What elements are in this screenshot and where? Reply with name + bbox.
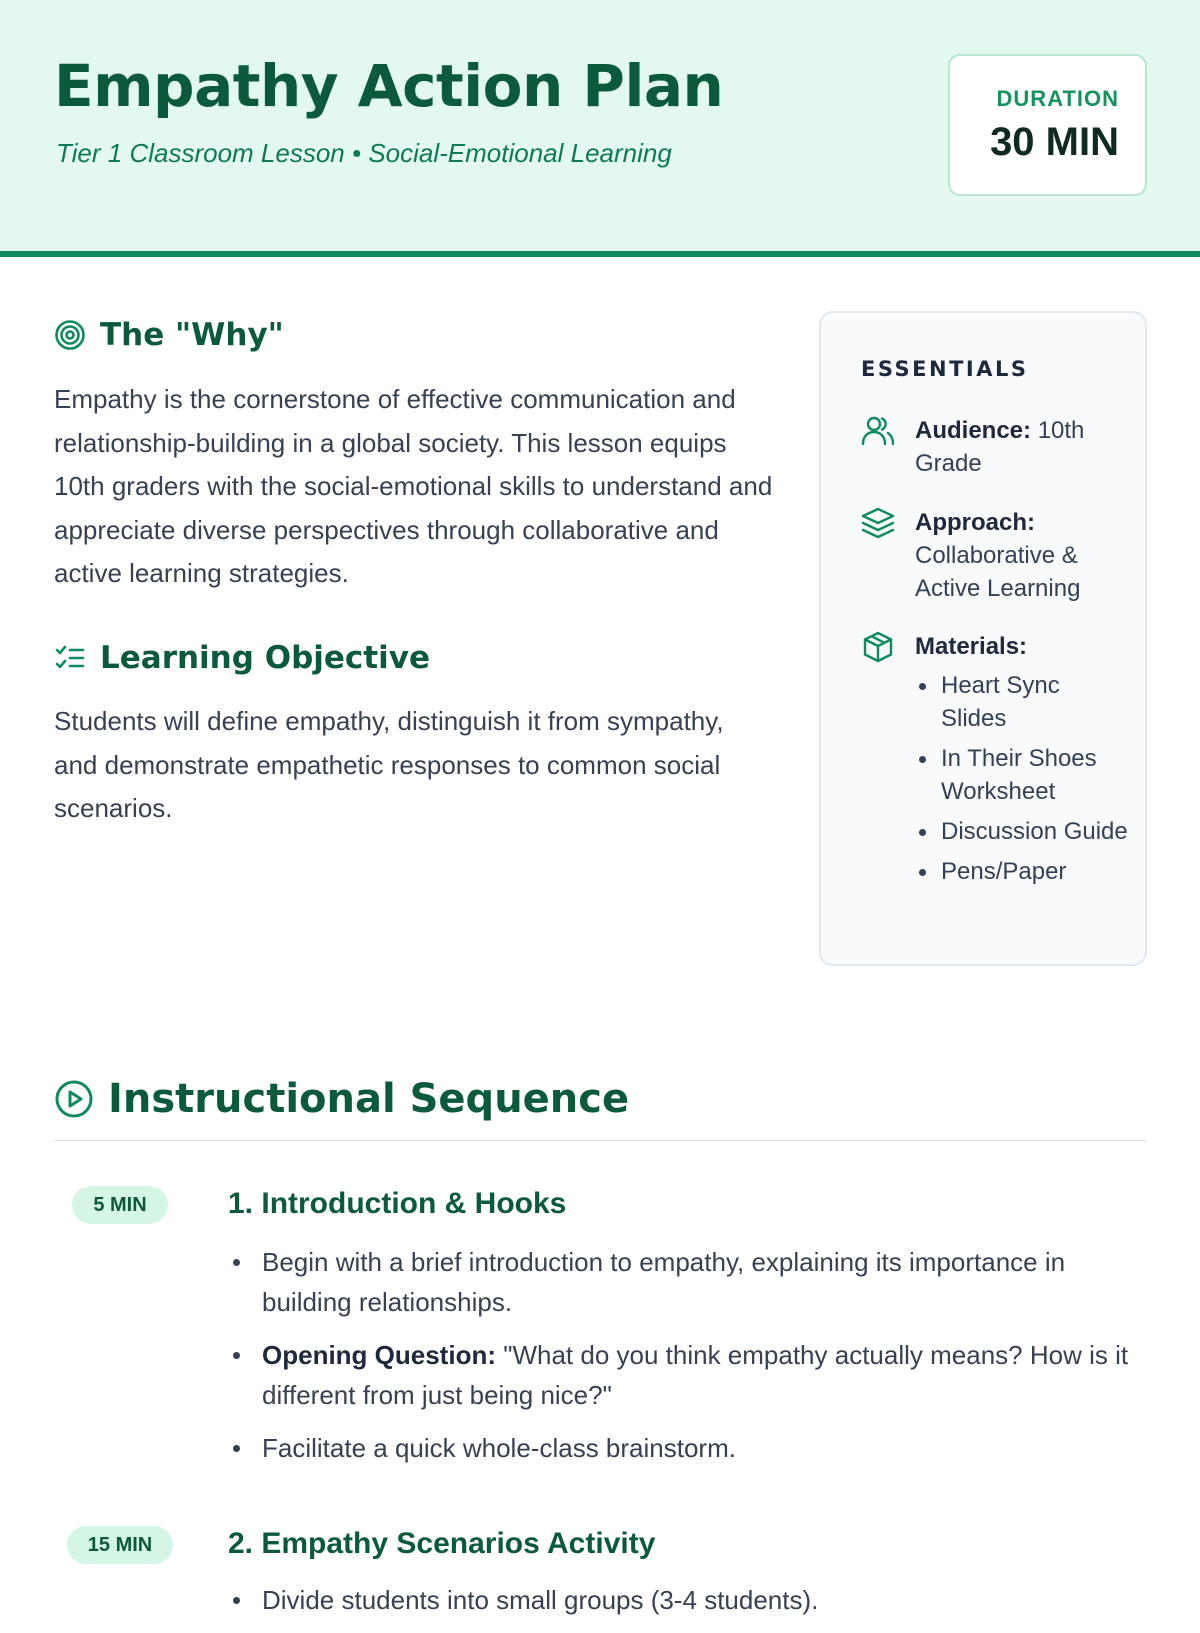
step-bullet-list: [228, 1580, 1148, 1633]
duration-badge: 5 MIN: [72, 1186, 168, 1224]
users-icon: [861, 414, 895, 448]
essentials-title: ESSENTIALS: [861, 357, 1029, 381]
sequence-heading: [54, 1076, 629, 1122]
list-item: Heart Sync Slides: [915, 669, 1131, 735]
list-item: In Their Shoes Worksheet: [915, 742, 1131, 808]
bullet-text: Divide students into small groups (3-4 students).: [262, 1585, 819, 1615]
objective-heading-label: Learning Objective: [100, 640, 430, 676]
materials-item: [861, 630, 1131, 895]
duration-badge: 15 MIN: [67, 1526, 173, 1564]
duration-value: 30 MIN: [990, 120, 1119, 164]
box-icon: [861, 630, 895, 664]
list-item: [228, 1335, 1148, 1415]
list-item: Discussion Guide: [915, 815, 1131, 848]
bullet-text: "What do you think empathy actually means? How is it different from just being nice?": [262, 1340, 1129, 1410]
why-paragraph: Empathy is the cornerstone of effective communication and relationship-building in a global society. This lesson equips 10th graders with the social-emotional skills to understand and appreciate diverse perspectives through collaborative and active learning strategies.: [54, 384, 773, 588]
objective-heading: [54, 640, 430, 676]
page-header: [0, 0, 1200, 257]
divider: [54, 1140, 1147, 1141]
audience-item: [861, 414, 1131, 480]
objective-paragraph: Students will define empathy, distinguish it from sympathy, and demonstrate empathetic responses to common social scenarios.: [54, 706, 724, 823]
step-title: 2. Empathy Scenarios Activity: [228, 1527, 656, 1560]
page-subtitle: Tier 1 Classroom Lesson • Social-Emotional Learning: [56, 138, 672, 168]
list-item: [228, 1428, 1148, 1468]
checklist-icon: [54, 642, 86, 674]
sequence-heading-label: Instructional Sequence: [108, 1076, 630, 1122]
list-item: [228, 1242, 1148, 1322]
essentials-card: [819, 311, 1147, 966]
why-heading: [54, 317, 284, 353]
bullet-text: Facilitate a quick whole-class brainstorm.: [262, 1433, 736, 1463]
list-item: [228, 1580, 1148, 1620]
layers-icon: [861, 506, 895, 540]
step-bullet-list: [228, 1242, 1148, 1481]
audience-label: Audience:: [915, 417, 1032, 444]
materials-label: Materials:: [915, 633, 1028, 660]
why-heading-label: The "Why": [100, 317, 284, 353]
approach-value: Collaborative & Active Learning: [915, 542, 1081, 602]
step-title: 1. Introduction & Hooks: [228, 1187, 567, 1220]
approach-label: Approach:: [915, 509, 1035, 536]
duration-card: [948, 54, 1147, 196]
play-circle-icon: [54, 1079, 94, 1119]
page-title: Empathy Action Plan: [54, 52, 724, 120]
duration-label: DURATION: [996, 86, 1119, 111]
bullet-lead: Opening Question:: [262, 1340, 496, 1370]
list-item: Pens/Paper: [915, 855, 1131, 888]
bullet-text: Begin with a brief introduction to empathy, explaining its importance in building relationships.: [262, 1247, 1066, 1317]
materials-list: [915, 669, 1131, 888]
target-icon: [54, 319, 86, 351]
audience-value: 10th Grade: [915, 417, 1085, 477]
approach-item: [861, 506, 1131, 605]
